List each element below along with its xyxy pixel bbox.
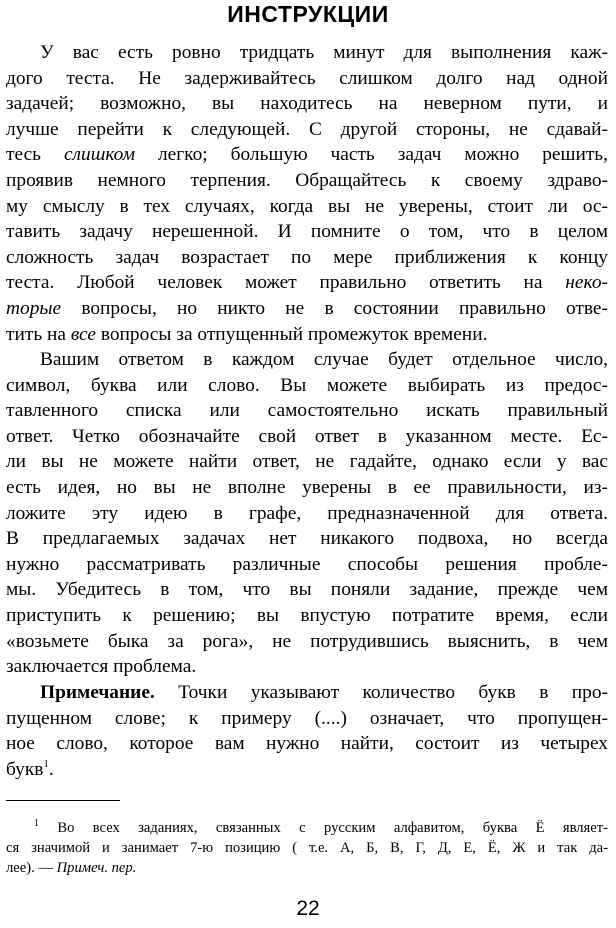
text-line: задачей; возможно, вы находитесь на неверном пути, и: [6, 93, 608, 115]
text-line: ли вы не можете найти ответ, не гадайте, однако если у вас: [6, 451, 608, 473]
text-line: мы. Убедитесь в том, что вы поняли задание, прежде чем: [6, 579, 608, 601]
text-line: [6, 322, 608, 348]
text-line: [6, 757, 608, 783]
text-line: ответ. Четко обозначайте свой ответ в указанном месте. Ес-: [6, 425, 608, 447]
text-line: тавить задачу нерешенной. И помните о том, что в целом: [6, 221, 608, 243]
footnote-reference: 1: [43, 757, 49, 770]
text-run: лее). —: [6, 860, 57, 876]
italic-word: слишком: [63, 144, 136, 166]
text-line: лучше перейти к следующей. С другой стороны, не сдавай-: [6, 118, 608, 140]
text-run: Во всех заданиях, связанных с русским алфавитом, буква Ё являет-: [39, 820, 608, 836]
text-run: легко; большую часть задач можно решить,: [135, 144, 608, 166]
text-line: У вас есть ровно тридцать минут для выполнения каж-: [40, 42, 608, 63]
footnote: [6, 818, 608, 878]
text-line: [6, 858, 608, 878]
text-line: дого теста. Не задерживайтесь слишком долго над одной: [6, 67, 608, 89]
text-line: тавленного списка или самостоятельно искать правильный: [6, 400, 608, 422]
text-line: проявив немного терпения. Обращайтесь к своему здраво-: [6, 169, 608, 191]
text-line: ся значимой и занимает 7-ю позицию ( т.е. А, Б, В, Г, Д, Е, Ё, Ж и так да-: [6, 840, 608, 856]
text-line: ное слово, которое вам нужно найти, состоит из четырех: [6, 733, 608, 755]
text-line: [6, 818, 608, 838]
text-run: .: [48, 758, 54, 780]
note-label: Примечание.: [40, 682, 155, 703]
page-number: 22: [296, 897, 320, 920]
footnote-divider: [6, 800, 120, 801]
italic-word: торые: [6, 297, 62, 319]
text-line: есть идея, но вы не вполне уверены в ее правильности, из-: [6, 476, 608, 498]
text-line: [6, 142, 608, 168]
text-line: нужно рассматривать различные способы решения пробле-: [6, 553, 608, 575]
text-line: Вашим ответом в каждом случае будет отдельное число,: [40, 349, 608, 370]
footnote-marker: 1: [34, 818, 39, 829]
text-line: сложность задач возрастает по мере приближения к концу: [6, 246, 608, 268]
italic-word: неко-: [565, 272, 608, 294]
text-line: му смыслу в тех случаях, когда вы не уверены, стоит ли ос-: [6, 195, 608, 217]
text-line: ложите эту идею в графе, предназначенной для ответа.: [6, 502, 608, 524]
text-line: [6, 270, 608, 296]
text-line: символ, буква или слово. Вы можете выбирать из предос-: [6, 374, 608, 396]
text-run: тить на: [6, 323, 71, 345]
paragraph-time-limit: [6, 40, 608, 347]
text-run: Точки указывают количество букв в про-: [154, 682, 608, 703]
text-line: приступить к решению; вы впустую потратите время, если: [6, 604, 608, 626]
text-run: вопросы, но никто не в состоянии правильно отве-: [61, 297, 608, 319]
text-line: заключается проблема.: [6, 656, 197, 678]
italic-word: все: [70, 323, 96, 345]
text-line: [6, 296, 608, 322]
text-run: букв: [6, 758, 44, 780]
page-title: ИНСТРУКЦИИ: [227, 1, 389, 27]
text-line: «возьмете быка за рога», не потрудившись выяснить, в чем: [6, 630, 608, 652]
text-line: пущенном слове; к примеру (....) означает, что пропущен-: [6, 707, 608, 729]
text-line: [6, 680, 608, 706]
text-run: теста. Любой человек может правильно ответить на: [6, 272, 566, 294]
italic-note: Примеч. пер.: [56, 860, 137, 876]
paragraph-note: [6, 680, 608, 782]
text-line: В предлагаемых задачах нет никакого подвоха, но всегда: [6, 528, 608, 550]
text-run: тесь: [6, 144, 64, 166]
paragraph-answers: [6, 347, 608, 680]
text-run: вопросы за отпущенный промежуток времени.: [95, 323, 488, 345]
